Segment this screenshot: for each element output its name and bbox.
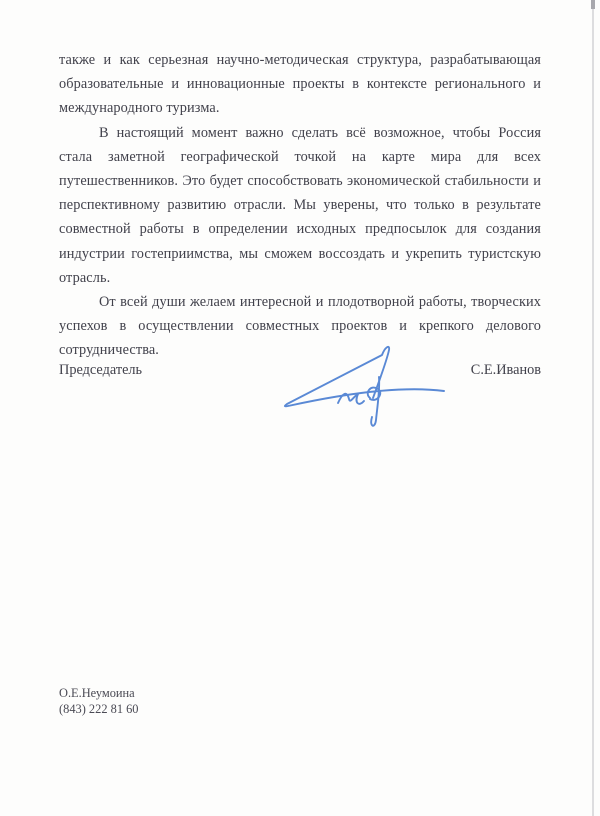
signer-name: С.Е.Иванов [470,362,541,378]
paragraph-closing: От всей души желаем интересной и плодотворной работы, творческих успехов в осуществлении совместных проектов и крепкого делового сотрудничества. [59,294,541,359]
paragraph-continuation: также и как серьезная научно-методическая структура, разрабатывающая образовательные и инновационные проекты в контексте регионального и международного туризма. [59,52,541,117]
paragraph-main: В настоящий момент важно сделать всё возможное, чтобы Россия стала заметной географической точкой на карте мира для всех путешественников. Это будет способствовать экономической стабильности и перспективному развитию отрасли. Мы уверены, что только в результате совместной работы в определении исходных предпосылок для создания индустрии гостеприимства, мы сможем воссоздать и укрепить туристскую отрасль. [59,124,541,286]
contact-footer [59,686,139,717]
scan-edge-artifact [592,0,594,816]
contact-name: О.Е.Неумоина [59,686,135,700]
signer-role: Председатель [59,362,143,378]
scan-edge-corner-artifact [591,0,595,9]
handwritten-signature-icon [276,341,448,433]
contact-phone: (843) 222 81 60 [59,701,139,716]
letter-body [59,48,541,363]
